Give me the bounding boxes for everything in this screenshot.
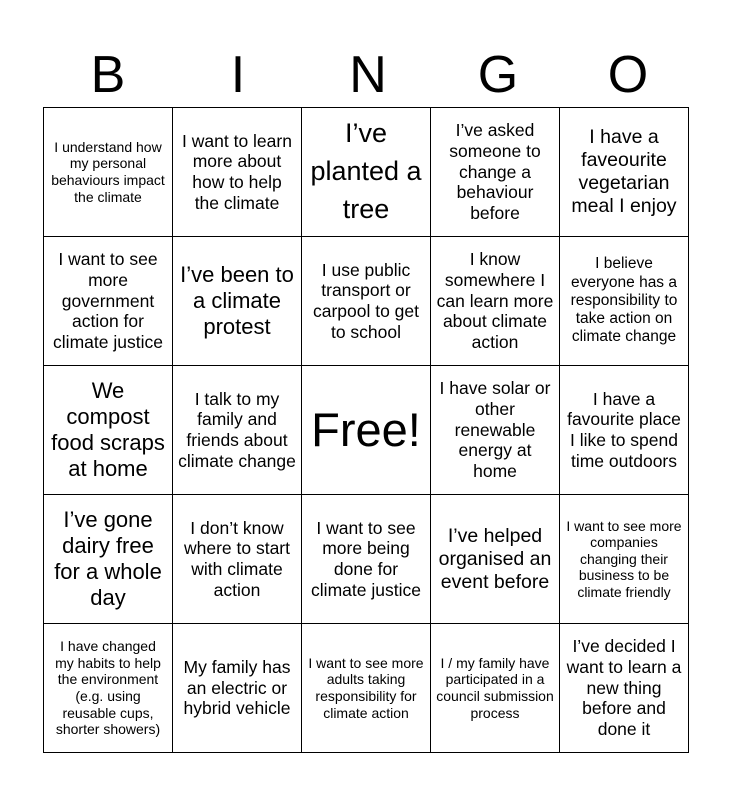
bingo-card	[43, 107, 689, 753]
bingo-header	[43, 40, 693, 108]
bingo-cell[interactable]: My family has an electric or hybrid vehicle	[173, 624, 302, 753]
bingo-cell[interactable]: I’ve decided I want to learn a new thing before and done it	[560, 624, 689, 753]
bingo-cell[interactable]: I don’t know where to start with climate action	[173, 495, 302, 624]
bingo-cell[interactable]: I understand how my personal behaviours impact the climate	[44, 108, 173, 237]
free-space-cell[interactable]: Free!	[302, 366, 431, 495]
bingo-cell[interactable]: I know somewhere I can learn more about climate action	[431, 237, 560, 366]
bingo-cell[interactable]: I want to see more government action for climate justice	[44, 237, 173, 366]
bingo-cell[interactable]: I / my family have participated in a council submission process	[431, 624, 560, 753]
bingo-cell[interactable]: I want to see more adults taking responsibility for climate action	[302, 624, 431, 753]
header-letter-n: N	[349, 46, 387, 104]
bingo-row-4	[44, 495, 689, 624]
header-letter-i: I	[230, 46, 246, 104]
bingo-cell[interactable]: I want to see more being done for climate justice	[302, 495, 431, 624]
bingo-cell[interactable]: I’ve helped organised an event before	[431, 495, 560, 624]
bingo-cell[interactable]: I have solar or other renewable energy at home	[431, 366, 560, 495]
bingo-row-2	[44, 237, 689, 366]
header-letter-g: G	[477, 46, 519, 104]
bingo-cell[interactable]: I’ve gone dairy free for a whole day	[44, 495, 173, 624]
bingo-cell[interactable]: I’ve planted a tree	[302, 108, 431, 237]
bingo-cell[interactable]: I have a favourite place I like to spend time outdoors	[560, 366, 689, 495]
bingo-cell[interactable]: I have a faveourite vegetarian meal I enjoy	[560, 108, 689, 237]
bingo-row-1	[44, 108, 689, 237]
bingo-cell[interactable]: I use public transport or carpool to get to school	[302, 237, 431, 366]
bingo-row-5	[44, 624, 689, 753]
bingo-cell[interactable]: We compost food scraps at home	[44, 366, 173, 495]
bingo-cell[interactable]: I’ve asked someone to change a behaviour before	[431, 108, 560, 237]
header-letter-o: O	[607, 46, 649, 104]
bingo-cell[interactable]: I’ve been to a climate protest	[173, 237, 302, 366]
bingo-cell[interactable]: I talk to my family and friends about climate change	[173, 366, 302, 495]
bingo-cell[interactable]: I want to see more companies changing their business to be climate friendly	[560, 495, 689, 624]
bingo-cell[interactable]: I want to learn more about how to help the climate	[173, 108, 302, 237]
header-letter-b: B	[90, 46, 126, 104]
bingo-cell[interactable]: I believe everyone has a responsibility to take action on climate change	[560, 237, 689, 366]
bingo-row-3	[44, 366, 689, 495]
bingo-cell[interactable]: I have changed my habits to help the environment (e.g. using reusable cups, shorter showers)	[44, 624, 173, 753]
